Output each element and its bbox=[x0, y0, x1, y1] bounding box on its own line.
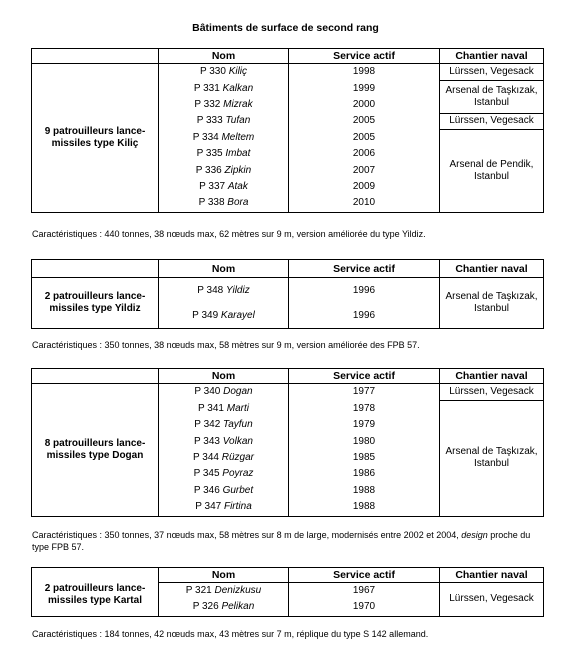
service-header: Service actif bbox=[289, 49, 440, 64]
ship-name: P 326 Pelikan bbox=[192, 601, 255, 613]
ship-name: P 342 Tayfun bbox=[194, 419, 253, 431]
service-year: 2005 bbox=[352, 115, 376, 127]
empty-header-cell bbox=[32, 568, 159, 583]
service-year: 1996 bbox=[352, 310, 376, 321]
ship-name: P 347 Firtina bbox=[195, 501, 252, 513]
characteristics-text: Caractéristiques : 184 tonnes, 42 nœuds max, 43 mètres sur 7 m, réplique du type S 142 allemand. bbox=[32, 629, 429, 639]
yard-name: Lürssen, Vegesack bbox=[440, 113, 543, 129]
ship-names-cell bbox=[159, 384, 289, 517]
class-label-kartal: 2 patrouilleurs lance- missiles type Kartal bbox=[32, 583, 159, 617]
service-year: 2005 bbox=[352, 131, 376, 143]
ship-name: P 331 Kalkan bbox=[193, 82, 254, 94]
service-year: 2010 bbox=[352, 197, 376, 209]
empty-header-cell bbox=[32, 49, 159, 64]
service-year: 2009 bbox=[352, 180, 376, 192]
yards-cell bbox=[440, 384, 544, 517]
service-header: Service actif bbox=[289, 568, 440, 583]
service-years-cell bbox=[289, 278, 440, 329]
yard-header: Chantier naval bbox=[440, 49, 544, 64]
ship-name: P 333 Tufan bbox=[196, 115, 251, 127]
service-year: 1996 bbox=[352, 285, 376, 296]
ship-name: P 349 Karayel bbox=[192, 310, 255, 321]
yard-name: Arsenal de Taşkızak, Istanbul bbox=[440, 80, 543, 113]
service-year: 2007 bbox=[352, 164, 376, 176]
empty-header-cell bbox=[32, 260, 159, 278]
yard-header: Chantier naval bbox=[440, 369, 544, 384]
service-year: 1986 bbox=[352, 468, 376, 480]
yard-name: Lürssen, Vegesack bbox=[440, 64, 543, 80]
characteristics-text: Caractéristiques : 440 tonnes, 38 nœuds max, 62 mètres sur 9 m, version améliorée du type Yildiz. bbox=[32, 229, 426, 239]
class-label-yildiz: 2 patrouilleurs lance- missiles type Yildiz bbox=[32, 278, 159, 329]
ship-names-cell bbox=[159, 583, 289, 617]
ship-name: P 334 Meltem bbox=[192, 131, 255, 143]
service-year: 1980 bbox=[352, 435, 376, 447]
characteristics-text: Caractéristiques : 350 tonnes, 37 nœuds max, 58 mètres sur 8 m de large, modernisés entre 2002 et 2004, design proche du type FPB 57. bbox=[32, 530, 531, 552]
service-year: 1988 bbox=[352, 501, 376, 513]
service-year: 1977 bbox=[352, 386, 376, 398]
yard-header: Chantier naval bbox=[440, 568, 544, 583]
service-header: Service actif bbox=[289, 369, 440, 384]
ship-name: P 343 Volkan bbox=[194, 435, 253, 447]
yards-cell bbox=[440, 64, 544, 213]
ship-name: P 340 Dogan bbox=[194, 386, 253, 398]
page-title: Bâtiments de surface de second rang bbox=[192, 22, 379, 34]
dogan-class-table bbox=[31, 368, 544, 517]
kilic-class-table bbox=[31, 48, 544, 213]
ship-names-cell bbox=[159, 278, 289, 329]
ship-name: P 330 Kiliç bbox=[199, 66, 248, 78]
name-header: Nom bbox=[159, 568, 289, 583]
empty-header-cell bbox=[32, 369, 159, 384]
service-year: 1985 bbox=[352, 452, 376, 463]
characteristics-text: Caractéristiques : 350 tonnes, 38 nœuds max, 58 mètres sur 9 m, version améliorée des FPB 57. bbox=[32, 340, 420, 350]
ship-name: P 348 Yildiz bbox=[197, 285, 250, 296]
ship-name: P 321 Denizkusu bbox=[185, 585, 262, 596]
name-header: Nom bbox=[159, 49, 289, 64]
ship-name: P 341 Marti bbox=[198, 402, 249, 414]
yard-name: Arsenal de Taşkızak, Istanbul bbox=[445, 446, 538, 470]
service-year: 1967 bbox=[352, 585, 376, 596]
service-year: 1988 bbox=[352, 484, 376, 496]
service-year: 1970 bbox=[352, 601, 376, 613]
yard-name: Lürssen, Vegesack bbox=[440, 583, 544, 617]
service-years-cell bbox=[289, 384, 440, 517]
service-year: 1998 bbox=[352, 66, 376, 78]
yard-name: Arsenal de Pendik, Istanbul bbox=[449, 158, 534, 182]
class-label-line: 9 patrouilleurs lance- bbox=[44, 126, 146, 137]
yard-name: Arsenal de Taşkızak, Istanbul bbox=[440, 278, 544, 329]
ship-names-cell bbox=[159, 64, 289, 213]
ship-name: P 345 Poyraz bbox=[193, 468, 254, 480]
ship-name: P 332 Mizrak bbox=[194, 99, 253, 111]
ship-name: P 337 Atak bbox=[199, 180, 248, 192]
kartal-class-table bbox=[31, 567, 544, 617]
class-label-kilic bbox=[32, 64, 159, 213]
name-header: Nom bbox=[159, 260, 289, 278]
service-year: 2000 bbox=[352, 99, 376, 111]
ship-name: P 336 Zipkin bbox=[195, 164, 252, 176]
service-year: 1978 bbox=[352, 402, 376, 414]
name-header: Nom bbox=[159, 369, 289, 384]
service-year: 1979 bbox=[352, 419, 376, 431]
yard-header: Chantier naval bbox=[440, 260, 544, 278]
class-label-dogan: 8 patrouilleurs lance- missiles type Dogan bbox=[32, 384, 159, 517]
service-years-cell bbox=[289, 583, 440, 617]
yard-name: Lürssen, Vegesack bbox=[440, 384, 543, 400]
service-years-cell bbox=[289, 64, 440, 213]
ship-name: P 344 Rüzgar bbox=[193, 452, 254, 463]
yildiz-class-table bbox=[31, 259, 544, 329]
service-year: 2006 bbox=[352, 148, 376, 160]
class-label-line: missiles type Kiliç bbox=[51, 138, 139, 149]
ship-name: P 338 Bora bbox=[198, 197, 249, 209]
ship-name: P 346 Gurbet bbox=[193, 484, 254, 496]
ship-name: P 335 Imbat bbox=[196, 148, 251, 160]
service-header: Service actif bbox=[289, 260, 440, 278]
service-year: 1999 bbox=[352, 82, 376, 94]
